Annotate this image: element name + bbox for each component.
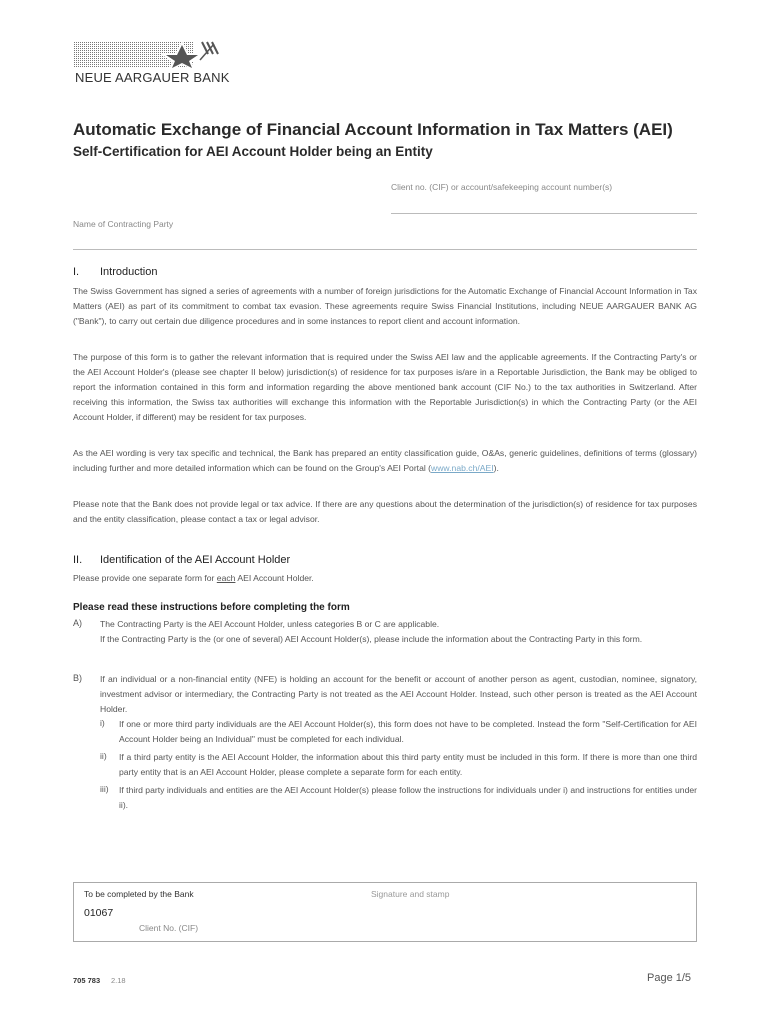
item-b-i-label: i) [100, 718, 105, 728]
section-1-title: Introduction [100, 266, 158, 278]
section-1-paragraph-3: As the AEI wording is very tax specific and technical, the Bank has prepared an entity classification guide, O&As, generic guidelines, definitions of terms (glossary) including further and more detailed information which can be found on the Group's AEI Portal (www.nab.ch/AEI). [73, 448, 697, 473]
item-b-iii-text: If third party individuals and entities are the AEI Account Holder(s) please follow the instructions for individuals under i) and instructions for entities under ii). [119, 785, 697, 810]
section-1-paragraph-1: The Swiss Government has signed a series of agreements with a number of foreign jurisdictions for the Automatic Exchange of Financial Account Information in Tax Matters (AEI) as part of its commitment to combat tax evasion. These agreements require Swiss Financial Institutions, including NEUE AARGAUER BANK AG ("Bank"), to carry out certain due diligence procedures and in some instances to report client and account information. [73, 286, 697, 326]
item-b-ii-label: ii) [100, 751, 107, 761]
document-subtitle: Self-Certification for AEI Account Holder being an Entity [73, 144, 433, 159]
client-number-caption: Client No. (CIF) [139, 923, 199, 933]
item-b-label: B) [73, 673, 82, 683]
bank-name: NEUE AARGAUER BANK [75, 70, 230, 85]
item-a-line-1: The Contracting Party is the AEI Account Holder, unless categories B or C are applicable. [100, 619, 440, 629]
bank-use-box [73, 882, 697, 942]
item-a-label: A) [73, 618, 82, 628]
section-2-intro: Please provide one separate form for each AEI Account Holder. [73, 573, 314, 583]
document-title: Automatic Exchange of Financial Account Information in Tax Matters (AEI) [73, 120, 673, 139]
contracting-party-field[interactable] [73, 249, 697, 250]
item-a-line-2: If the Contracting Party is the (or one of several) AEI Account Holder(s), please include the information about the Contracting Party in this form. [100, 634, 643, 644]
item-b-iii-label: iii) [100, 784, 109, 794]
section-1-number: I. [73, 266, 80, 278]
instructions-heading: Please read these instructions before completing the form [73, 602, 350, 613]
section-1-paragraph-2: The purpose of this form is to gather the relevant information that is required under the Swiss AEI law and the applicable agreements. If the Contracting Party's or the AEI Account Holder's (please see chapter II below) jurisdiction(s) of residence for tax purposes is/are in a Reportable Jurisdiction, the Bank may be obliged to report the information contained in this form and information regarding the above mentioned bank account (CIF No.) to the tax authorities in Switzerland. After receiving this information, the Swiss tax authorities will exchange this information with the Reportable Jurisdiction(s) in which the Contracting Party (or the AEI Account Holder, if different) may be resident for tax purposes. [73, 352, 697, 422]
aei-portal-link[interactable]: www.nab.ch/AEI [431, 462, 494, 473]
signature-stamp-label: Signature and stamp [371, 889, 450, 899]
item-b-ii-text: If a third party entity is the AEI Account Holder, the information about this third party entity must be included in this form. If there is more than one third party entity that is an AEI Account Holder, please complete a separate form for each entity. [119, 752, 697, 777]
contracting-party-label: Name of Contracting Party [73, 219, 174, 229]
page-number: Page 1/5 [647, 972, 692, 984]
form-code: 705 783 [73, 976, 101, 985]
item-b-i-text: If one or more third party individuals are the AEI Account Holder(s), this form does not have to be completed. Instead the form "Self-Certification for AEI Account Holder being an Individual" must be completed for each individual. [119, 719, 697, 744]
client-number-field[interactable] [391, 213, 697, 214]
client-number-value: 01067 [84, 907, 114, 919]
logo-mark-icon [74, 40, 224, 70]
section-2-number: II. [73, 554, 83, 566]
section-2-title: Identification of the AEI Account Holder [100, 554, 291, 566]
form-date: 2.18 [111, 976, 126, 985]
client-number-label: Client no. (CIF) or account/safekeeping account number(s) [391, 182, 613, 192]
section-1-paragraph-4: Please note that the Bank does not provide legal or tax advice. If there are any questions about the determination of the jurisdiction(s) of residence for tax purposes and the entity classification, please contact a tax or legal advisor. [73, 499, 697, 524]
item-b-text: If an individual or a non-financial entity (NFE) is holding an account for the benefit or account of another person as agent, custodian, nominee, signatory, investment advisor or intermediary, the Contracting Party is not treated as the AEI Account Holder. Instead, such other person is treated as the AEI Account Holder. [100, 674, 697, 714]
bank-use-heading: To be completed by the Bank [84, 889, 194, 899]
bank-logo [74, 40, 230, 92]
